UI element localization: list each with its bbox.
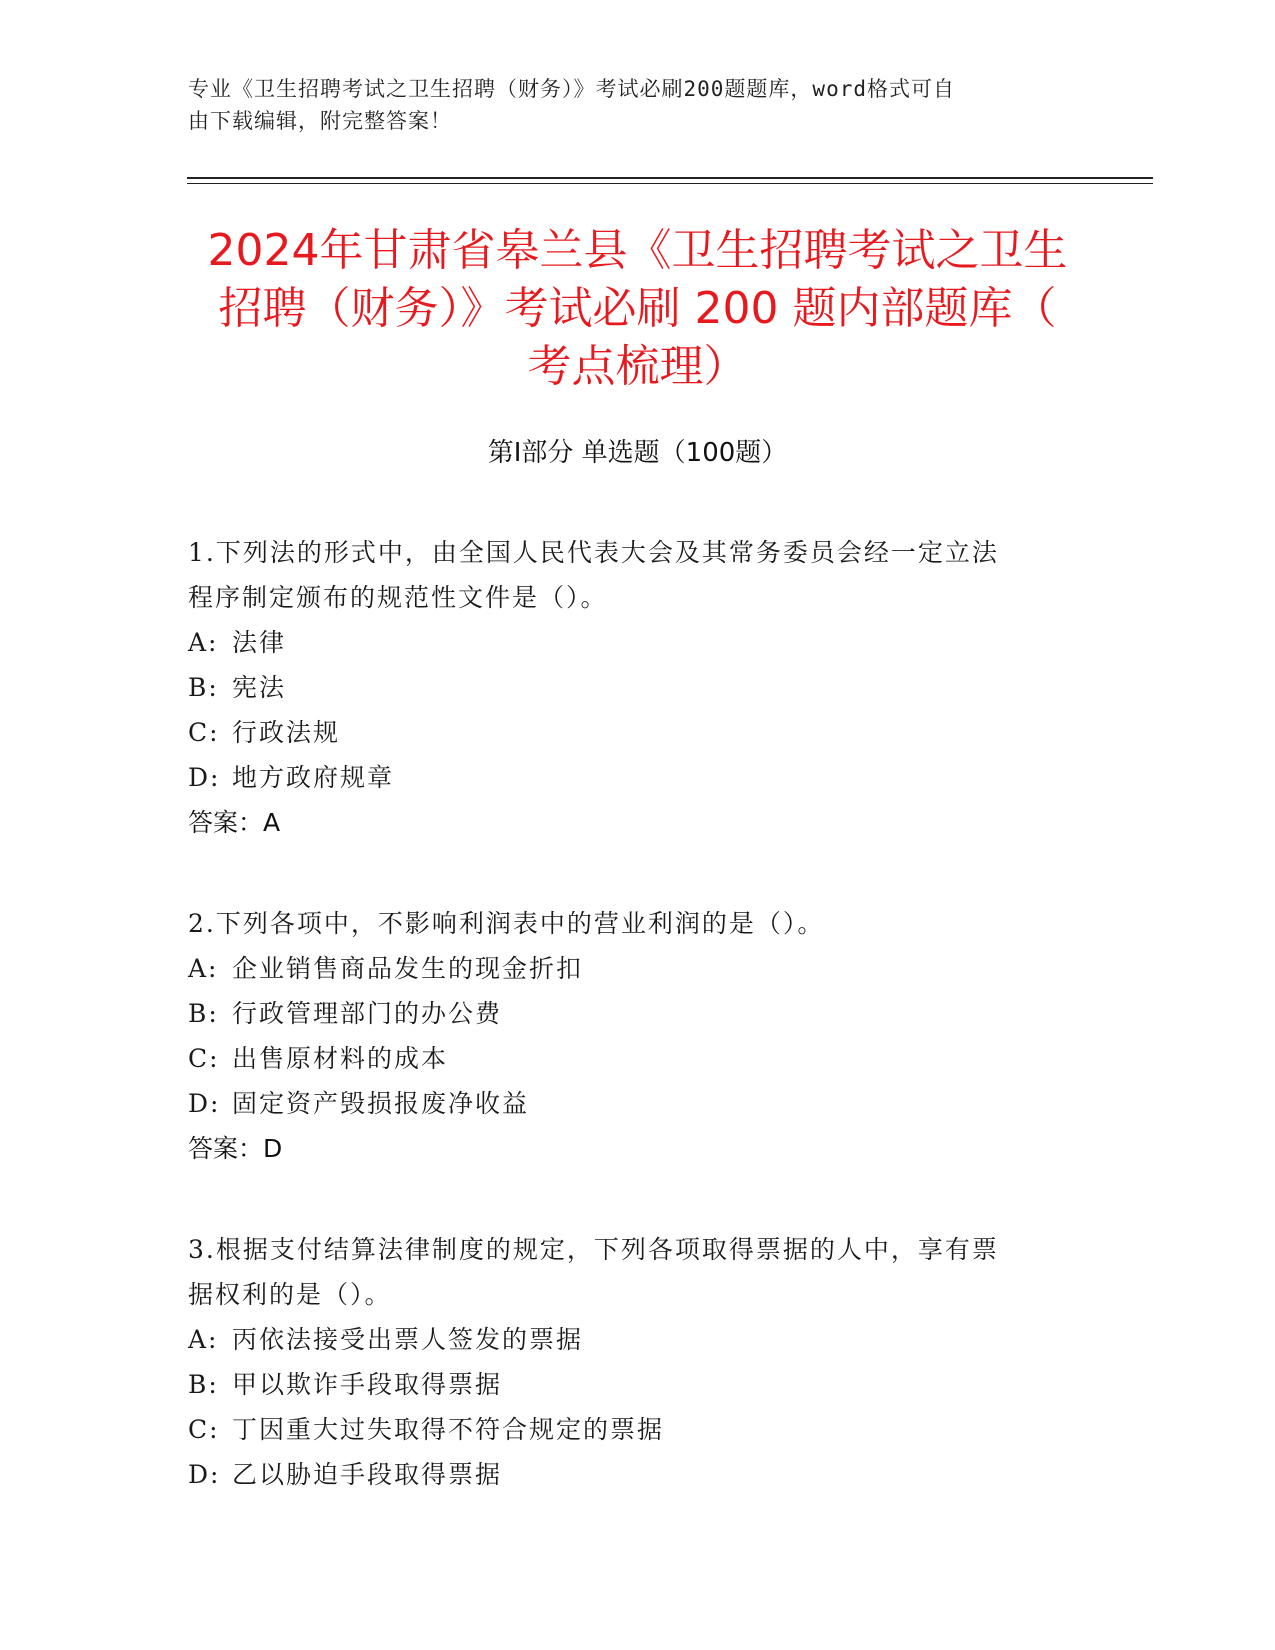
option-key: A: [188, 628, 219, 657]
option-text: 丙依法接受出票人签发的票据 [232, 1325, 584, 1354]
header-note-line: 专业《卫生招聘考试之卫生招聘（财务）》考试必刷200题题库，word格式可自 [188, 77, 955, 101]
option-key: B: [188, 1370, 219, 1399]
option-b [188, 1362, 1068, 1407]
option-key: D: [188, 1460, 221, 1489]
question-item [188, 901, 1068, 1171]
title-line: 2024年甘肃省皋兰县《卫生招聘考试之卫生 [207, 225, 1068, 276]
document-title [170, 222, 1105, 396]
option-c [188, 1036, 1068, 1081]
section-title: 第Ⅰ部分 单选题（100题） [487, 438, 788, 468]
option-c [188, 710, 1068, 755]
option-text: 行政管理部门的办公费 [232, 999, 503, 1028]
header-note [188, 73, 1088, 137]
option-key: C: [188, 1415, 220, 1444]
option-b [188, 991, 1068, 1036]
title-line: 考点梳理） [527, 341, 748, 392]
option-a [188, 620, 1068, 665]
option-d [188, 1081, 1068, 1126]
question-stem: 程序制定颁布的规范性文件是（）。 [188, 583, 608, 612]
option-key: A: [188, 1325, 219, 1354]
option-text: 法律 [232, 628, 287, 657]
option-text: 甲以欺诈手段取得票据 [232, 1370, 503, 1399]
option-text: 宪法 [232, 673, 287, 702]
question-stem: 1.下列法的形式中，由全国人民代表大会及其常务委员会经一定立法 [188, 538, 999, 567]
header-note-line: 由下载编辑，附完整答案！ [188, 109, 452, 133]
option-text: 地方政府规章 [232, 763, 395, 792]
question-stem: 2.下列各项中，不影响利润表中的营业利润的是（）。 [188, 909, 825, 938]
option-text: 企业销售商品发生的现金折扣 [232, 954, 584, 983]
question-answer: 答案：D [188, 1134, 283, 1163]
option-c [188, 1407, 1068, 1452]
question-item [188, 1227, 1068, 1497]
option-key: D: [188, 1089, 221, 1118]
option-key: B: [188, 999, 219, 1028]
option-b [188, 665, 1068, 710]
option-key: D: [188, 763, 221, 792]
option-a [188, 946, 1068, 991]
question-item [188, 530, 1068, 845]
question-stem: 据权利的是（）。 [188, 1280, 392, 1309]
option-text: 丁因重大过失取得不符合规定的票据 [232, 1415, 665, 1444]
option-text: 出售原材料的成本 [232, 1044, 449, 1073]
option-text: 乙以胁迫手段取得票据 [232, 1460, 503, 1489]
option-key: B: [188, 673, 219, 702]
option-key: A: [188, 954, 219, 983]
header-divider-thin [187, 183, 1153, 184]
header-divider [187, 177, 1153, 179]
option-d [188, 755, 1068, 800]
question-stem: 3.根据支付结算法律制度的规定，下列各项取得票据的人中，享有票 [188, 1235, 999, 1264]
option-text: 行政法规 [232, 718, 341, 747]
option-key: C: [188, 1044, 220, 1073]
option-text: 固定资产毁损报废净收益 [232, 1089, 530, 1118]
option-d [188, 1452, 1068, 1497]
question-answer: 答案：A [188, 808, 281, 837]
question-list [188, 530, 1068, 1553]
option-a [188, 1317, 1068, 1362]
title-line: 招聘（财务）》考试必刷 200 题内部题库（ [218, 283, 1057, 334]
option-key: C: [188, 718, 220, 747]
